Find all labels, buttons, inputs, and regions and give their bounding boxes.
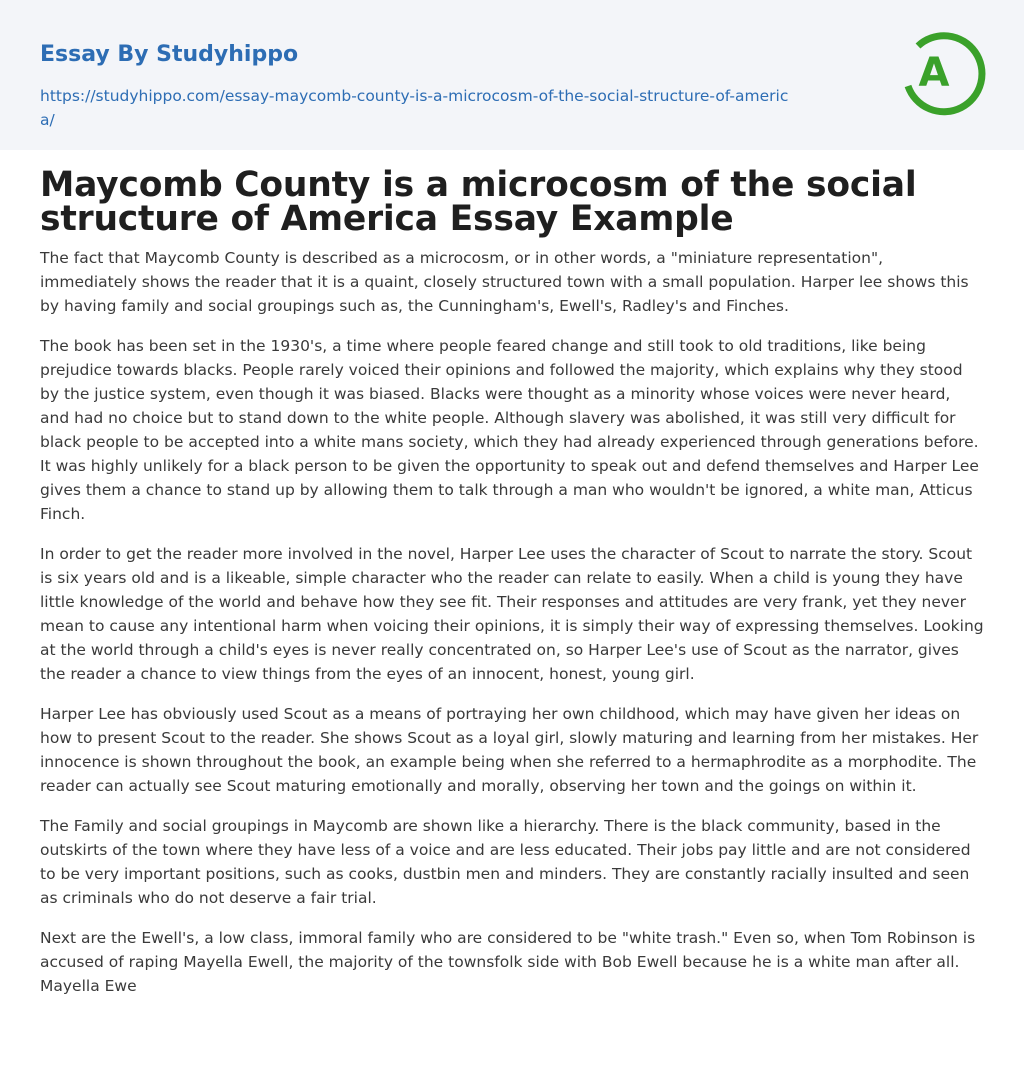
essay-paragraph: In order to get the reader more involved in the novel, Harper Lee uses the character of Scout to narrate the story. Scout is six years old and is a likeable, simple character who the reader can relate to easily. When a child is young they have little knowledge of the world and behave how they see fit. Their responses and attitudes are very frank, yet they never mean to cause any intentional harm when voicing their opinions, it is simply their way of expressing themselves. Looking at the world through a child's eyes is never really concentrated on, so Harper Lee's use of Scout as the narrator, gives the reader a chance to view things from the eyes of an innocent, honest, young girl. — [40, 545, 984, 683]
site-header — [0, 0, 1024, 150]
essay-paragraph: The fact that Maycomb County is described as a microcosm, or in other words, a "miniature representation", immediately shows the reader that it is a quaint, closely structured town with a small population. Harper lee shows this by having family and social groupings such as, the Cunningham's, Ewell's, Radley's and Finches. — [40, 249, 969, 315]
essay-paragraph: Harper Lee has obviously used Scout as a means of portraying her own childhood, which may have given her ideas on how to present Scout to the reader. She shows Scout as a loyal girl, slowly maturing and learning from her mistakes. Her innocence is shown throughout the book, an example being when she referred to a hermaphrodite as a morphodite. The reader can actually see Scout maturing emotionally and morally, observing her town and the goings on within it. — [40, 705, 979, 795]
essay-paragraph: The book has been set in the 1930's, a time where people feared change and still took to old traditions, like being prejudice towards blacks. People rarely voiced their opinions and followed the majority, which explains why they stood by the justice system, even though it was biased. Blacks were thought as a minority whose voices were never heard, and had no choice but to stand down to the white people. Although slavery was abolished, it was still very difficult for black people to be accepted into a white mans society, which they had already experienced through generations before. It was highly unlikely for a black person to be given the opportunity to speak out and defend themselves and Harper Lee gives them a chance to stand up by allowing them to talk through a man who wouldn't be ignored, a white man, Atticus Finch. — [40, 337, 979, 523]
site-title[interactable]: Essay By Studyhippo — [40, 42, 299, 67]
essay-paragraph: The Family and social groupings in Maycomb are shown like a hierarchy. There is the black community, based in the outskirts of the town where they have less of a voice and are less educated. Their jobs pay little and are not considered to be very important positions, such as cooks, dustbin men and minders. They are constantly racially insulted and seen as criminals who do not deserve a fair trial. — [40, 817, 971, 907]
essay-paragraph: Next are the Ewell's, a low class, immoral family who are considered to be "white trash." Even so, when Tom Robinson is accused of raping Mayella Ewell, the majority of the townsfolk side with Bob Ewell because he is a white man after all. Mayella Ewe — [40, 929, 976, 995]
essay-title: Maycomb County is a microcosm of the social structure of America Essay Example — [40, 165, 917, 239]
source-url-link[interactable]: https://studyhippo.com/essay-maycomb-county-is-a-microcosm-of-the-social-structure-of-america/ — [40, 87, 789, 129]
logo-letter: A — [918, 50, 950, 96]
essay-content — [0, 150, 1024, 998]
studyhippo-logo-icon[interactable] — [896, 28, 986, 118]
